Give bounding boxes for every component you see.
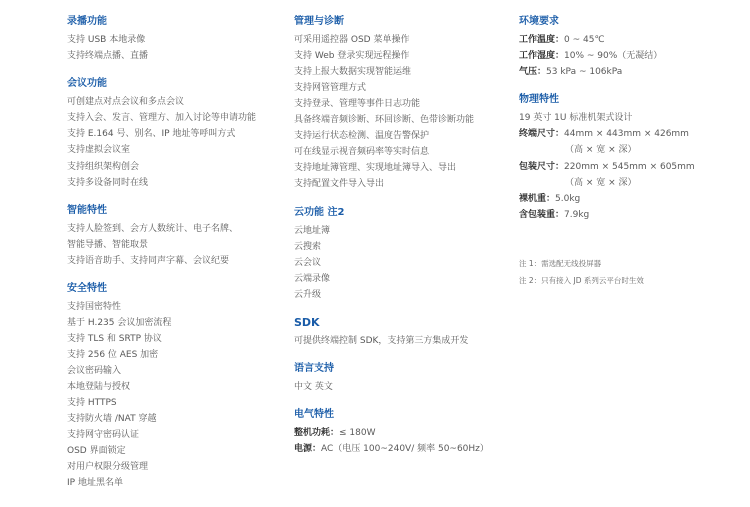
list-item: 支持虚拟会议室 xyxy=(67,145,131,155)
list-item: 19 英寸 1U 标准机架式设计 xyxy=(519,113,633,123)
list-item: 可在线显示视音频码率等实时信息 xyxy=(294,147,430,157)
list-item: 云搜索 xyxy=(294,242,322,252)
spec-label: 工作湿度： xyxy=(519,51,565,61)
list-item: 支持防火墙 /NAT 穿越 xyxy=(67,414,157,424)
footnote-1: 注 1：需选配无线投屏器 xyxy=(519,259,602,268)
section-title-recording: 录播功能 xyxy=(67,16,107,27)
list-item: 可提供终端控制 SDK，支持第三方集成开发 xyxy=(294,336,469,346)
list-item: 支持网守密码认证 xyxy=(67,430,140,440)
list-item: 可创建点对点会议和多点会议 xyxy=(67,97,185,107)
list-item: 支持运行状态检测、温度告警保护 xyxy=(294,131,430,141)
section-title-cloud: 云功能 注2 xyxy=(294,207,345,218)
section-title-electrical: 电气特性 xyxy=(294,409,334,420)
spec-label: 整机功耗： xyxy=(294,428,340,438)
section-title-environment: 环境要求 xyxy=(519,16,559,27)
list-item: 支持多设备同时在线 xyxy=(67,178,149,188)
list-item: 支持终端点播、直播 xyxy=(67,51,149,61)
spec-row-operating-humidity xyxy=(519,50,662,62)
spec-row-dimension-hint xyxy=(565,144,637,156)
list-item: 会议密码输入 xyxy=(67,366,122,376)
spec-value: 5.0kg xyxy=(555,194,581,204)
spec-row-dimension-hint xyxy=(565,177,637,189)
list-item: 支持 E.164 号、别名、IP 地址等呼叫方式 xyxy=(67,129,236,139)
list-item: 对用户权限分级管理 xyxy=(67,462,149,472)
footnote-2: 注 2：只有接入 JD 系列云平台时生效 xyxy=(519,276,644,285)
list-item: 支持 256 位 AES 加密 xyxy=(67,350,159,360)
section-title-management: 管理与诊断 xyxy=(294,16,344,27)
list-item: 支持网管管理方式 xyxy=(294,83,367,93)
list-item: 支持组织架构创会 xyxy=(67,162,140,172)
spec-value: 7.9kg xyxy=(564,210,590,220)
list-item: 智能导播、智能取景 xyxy=(67,240,149,250)
spec-row-power-supply xyxy=(294,443,489,455)
list-item: 支持国密特性 xyxy=(67,302,122,312)
spec-label: 工作温度： xyxy=(519,35,565,45)
spec-row-air-pressure xyxy=(519,66,622,78)
list-item: IP 地址黑名单 xyxy=(67,478,123,488)
spec-value: 53 kPa ~ 106kPa xyxy=(546,67,623,77)
spec-value: 44mm × 443mm × 426mm xyxy=(564,129,689,139)
spec-label: 气压： xyxy=(519,67,547,77)
spec-value: （高 × 宽 × 深） xyxy=(565,178,637,188)
spec-label: 裸机重： xyxy=(519,194,556,204)
spec-row-terminal-size xyxy=(519,128,689,140)
list-item: 本地登陆与授权 xyxy=(67,382,131,392)
spec-label: 包装尺寸： xyxy=(519,162,565,172)
list-item: 支持人脸签到、会方人数统计、电子名牌、 xyxy=(67,224,239,234)
spec-label: 含包装重： xyxy=(519,210,565,220)
list-item: 支持地址簿管理、实现地址簿导入、导出 xyxy=(294,163,457,173)
list-item: 支持 HTTPS xyxy=(67,398,117,408)
list-item: 基于 H.235 会议加密流程 xyxy=(67,318,172,328)
list-item: 支持配置文件导入导出 xyxy=(294,179,385,189)
spec-row-package-size xyxy=(519,161,695,173)
list-item: 中文 英文 xyxy=(294,382,333,392)
section-title-meeting: 会议功能 xyxy=(67,78,107,89)
section-title-smart: 智能特性 xyxy=(67,205,107,216)
spec-value: 10% ~ 90%（无凝结） xyxy=(564,51,663,61)
spec-label: 电源： xyxy=(294,444,322,454)
list-item: 支持 TLS 和 SRTP 协议 xyxy=(67,334,162,344)
list-item: 支持登录、管理等事件日志功能 xyxy=(294,99,421,109)
list-item: 支持 Web 登录实现远程操作 xyxy=(294,51,410,61)
list-item: 云会议 xyxy=(294,258,322,268)
list-item: 支持上报大数据实现智能运维 xyxy=(294,67,412,77)
list-item: 支持语音助手、支持同声字幕、会议纪要 xyxy=(67,256,230,266)
list-item: 支持入会、发言、管理方、加入讨论等申请功能 xyxy=(67,113,257,123)
spec-value: 220mm × 545mm × 605mm xyxy=(564,162,695,172)
spec-row-gross-weight xyxy=(519,209,589,221)
section-title-language: 语言支持 xyxy=(294,363,334,374)
section-title-sdk: SDK xyxy=(294,316,320,329)
list-item: 云端录像 xyxy=(294,274,331,284)
spec-row-net-weight xyxy=(519,193,580,205)
list-item: 可采用遥控器 OSD 菜单操作 xyxy=(294,35,410,45)
spec-value: 0 ~ 45℃ xyxy=(564,35,605,45)
section-title-physical: 物理特性 xyxy=(519,94,559,105)
spec-value: （高 × 宽 × 深） xyxy=(565,145,637,155)
spec-value: ≤ 180W xyxy=(339,428,376,438)
spec-label: 终端尺寸： xyxy=(519,129,565,139)
list-item: 云升级 xyxy=(294,290,322,300)
section-title-security: 安全特性 xyxy=(67,283,107,294)
list-item: OSD 界面锁定 xyxy=(67,446,126,456)
spec-row-operating-temperature xyxy=(519,34,605,46)
spec-value: AC（电压 100~240V/ 频率 50~60Hz） xyxy=(321,444,489,454)
list-item: 具备终端音频诊断、环回诊断、色带诊断功能 xyxy=(294,115,475,125)
spec-row-power-consumption xyxy=(294,427,376,439)
list-item: 云地址簿 xyxy=(294,226,331,236)
list-item: 支持 USB 本地录像 xyxy=(67,35,146,45)
